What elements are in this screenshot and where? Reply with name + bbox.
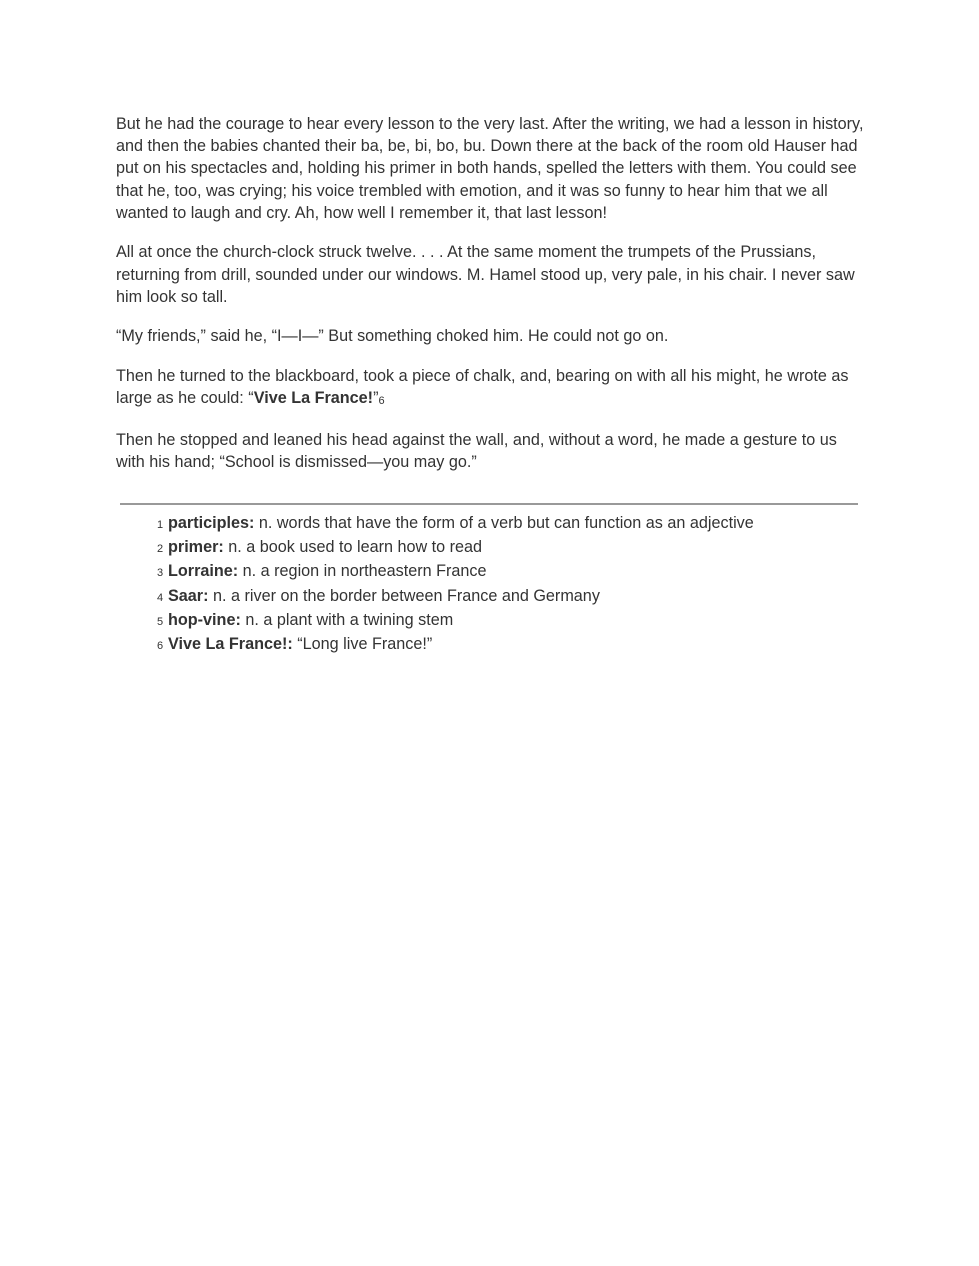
footnote-definition: n. a plant with a twining stem [240, 610, 454, 629]
footnote-item [157, 536, 857, 560]
footnote-term: Lorraine: [168, 562, 239, 581]
footnote-number: 3 [157, 567, 164, 580]
footnote-term: hop-vine: [168, 610, 241, 629]
vive-la-france-phrase: Vive La France! [253, 389, 374, 408]
footnote-term: Vive La France!: [168, 635, 293, 654]
footnote-term: Saar: [168, 586, 209, 605]
paragraph-church-clock: All at once the church-clock struck twelve. . . . At the same moment the trumpets of the Prussians, returning from drill, sounded under our windows. M. Hamel stood up, very pale, in his chair. I never saw him look so tall. [116, 243, 855, 306]
blackboard-text: Then he turned to the blackboard, took a piece of chalk, and, bearing on with all his might, he wrote as large as he could: “ [116, 367, 849, 408]
footnote-term: participles: [168, 514, 255, 532]
footnote-item [157, 585, 857, 609]
footnote-number: 2 [157, 543, 164, 556]
paragraph-school-dismissed: Then he stopped and leaned his head against the wall, and, without a word, he made a gesture to us with his hand; “School is dismissed—you may go.” [116, 430, 837, 471]
footnote-item [157, 512, 857, 536]
story-body [116, 113, 866, 491]
footnotes-list [157, 512, 857, 657]
footnote-divider [120, 503, 858, 505]
paragraph-blackboard [116, 365, 866, 411]
footnote-definition: n. a river on the border between France and Germany [208, 586, 600, 605]
footnote-definition: “Long live France!” [292, 635, 433, 654]
footnote-number: 6 [157, 640, 164, 653]
footnote-definition: n. a book used to learn how to read [223, 538, 483, 557]
footnote-item [157, 560, 857, 584]
footnote-term: primer: [168, 538, 224, 557]
closing-quote: ” [373, 389, 379, 408]
footnote-number: 5 [157, 615, 164, 628]
footnote-definition: n. words that have the form of a verb but can function as an adjective [254, 514, 754, 532]
footnote-number: 1 [157, 519, 164, 531]
paragraph-last-lesson: But he had the courage to hear every lesson to the very last. After the writing, we had a lesson in history, and then the babies chanted their ba, be, bi, bo, bu. Down there at the back of the room old Hauser had put on his spectacles and, holding his primer in both hands, spelled the letters with them. You could see that he, too, was crying; his voice trembled with emotion, and it was so funny to hear him that we all wanted to laugh and cry. Ah, how well I remember it, that last lesson! [116, 115, 864, 222]
footnote-number: 4 [157, 591, 164, 604]
footnote-item [157, 609, 857, 633]
footnote-definition: n. a region in northeastern France [238, 562, 487, 581]
footnote-ref-6: 6 [378, 395, 385, 408]
footnote-item [157, 633, 857, 657]
paragraph-my-friends: “My friends,” said he, “I—I—” But something choked him. He could not go on. [116, 327, 669, 346]
